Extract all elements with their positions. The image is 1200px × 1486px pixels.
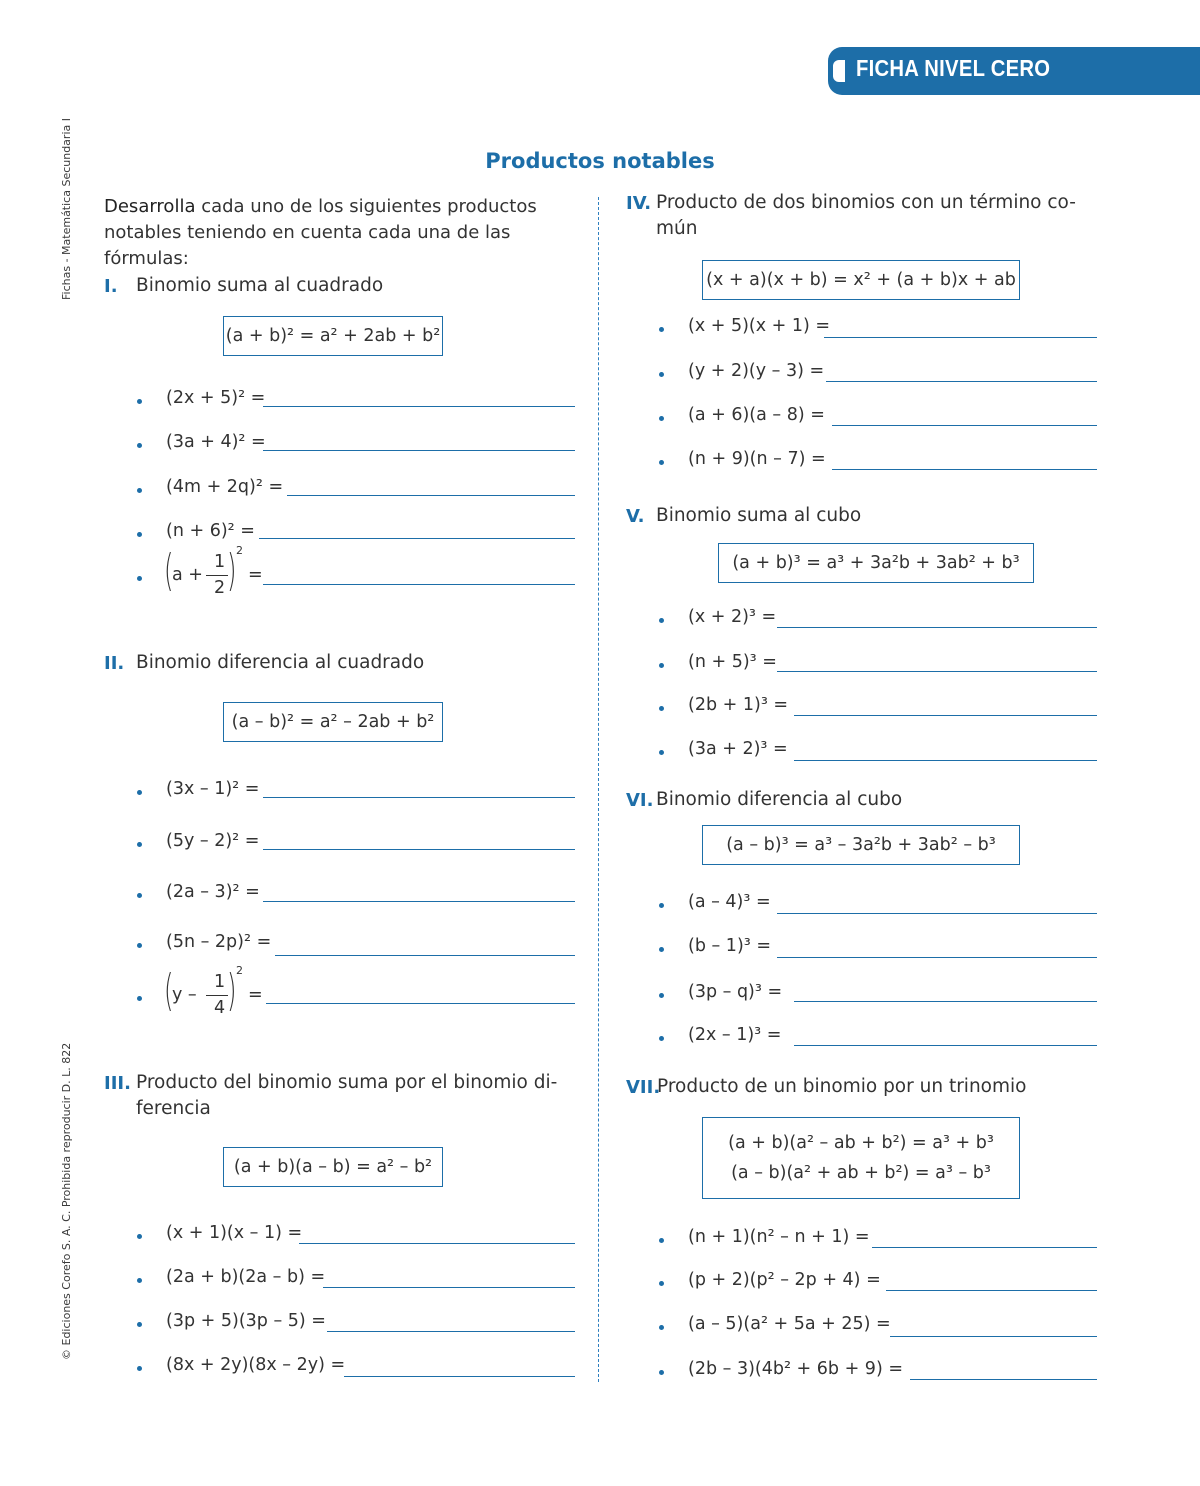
header-label: FICHA NIVEL CERO [856, 55, 1051, 81]
intro-rest: cada uno de los siguientes productos notables teniendo en cuenta cada una de las fórmulas: [104, 196, 537, 269]
bullet-icon [659, 903, 664, 908]
section-number: I. [104, 276, 118, 297]
answer-line[interactable] [344, 1376, 575, 1377]
bullet-icon [659, 416, 664, 421]
answer-line[interactable] [777, 913, 1097, 914]
exercise-label: (3p + 5)(3p – 5) = [166, 1311, 326, 1331]
bullet-icon [137, 842, 142, 847]
exercise-label: (5n – 2p)² = [166, 932, 272, 952]
bullet-icon [659, 1370, 664, 1375]
answer-line[interactable] [275, 955, 575, 956]
section-number: II. [104, 653, 125, 674]
section-title: Binomio suma al cuadrado [136, 275, 384, 296]
left-paren: ( [164, 545, 174, 596]
formula-box: (a + b)³ = a³ + 3a²b + 3ab² + b³ [718, 543, 1034, 583]
bullet-icon [659, 1036, 664, 1041]
answer-line[interactable] [824, 337, 1097, 338]
exercise-label: (n + 5)³ = [688, 652, 777, 672]
bullet-icon [137, 943, 142, 948]
bullet-icon [137, 996, 142, 1001]
formula-line: (a + b)(a² – ab + b²) = a³ + b³ [728, 1133, 994, 1153]
bullet-icon [659, 663, 664, 668]
bullet-icon [659, 460, 664, 465]
formula-box: (x + a)(x + b) = x² + (a + b)x + ab [702, 260, 1020, 300]
exercise-label: (a + 6)(a – 8) = [688, 405, 825, 425]
bullet-icon [137, 1366, 142, 1371]
answer-line[interactable] [794, 1001, 1097, 1002]
section-title-line2: ferencia [136, 1098, 211, 1119]
fraction-equals: = [248, 985, 263, 1005]
exercise-label: (b – 1)³ = [688, 936, 772, 956]
section-number: V. [626, 506, 645, 527]
exercise-label: (n + 1)(n² – n + 1) = [688, 1227, 870, 1247]
section-title-line1: Producto de dos binomios con un término co- [656, 192, 1076, 213]
formula-box [702, 1117, 1020, 1199]
answer-line[interactable] [886, 1290, 1097, 1291]
bullet-icon [659, 993, 664, 998]
section-title-line1: Producto del binomio suma por el binomio di- [136, 1072, 558, 1093]
answer-line[interactable] [910, 1379, 1097, 1380]
exercise-label: (3x – 1)² = [166, 779, 260, 799]
section-title-line2: mún [656, 218, 698, 239]
bullet-icon [659, 327, 664, 332]
answer-line[interactable] [266, 1003, 575, 1004]
sidebar-bottom-text: © Ediciones Corefo S. A. C. Prohibida reproducir D. L. 822 [60, 1042, 73, 1360]
bullet-icon [659, 1325, 664, 1330]
column-divider [598, 197, 599, 1382]
bullet-icon [659, 372, 664, 377]
exercise-label: (2b + 1)³ = [688, 695, 789, 715]
answer-line[interactable] [826, 381, 1097, 382]
formula-box: (a – b)³ = a³ – 3a²b + 3ab² – b³ [702, 825, 1020, 865]
fraction-denominator: 4 [214, 998, 226, 1018]
answer-line[interactable] [263, 849, 575, 850]
bullet-icon [137, 576, 142, 581]
answer-line[interactable] [777, 671, 1097, 672]
exercise-label: (n + 9)(n – 7) = [688, 449, 826, 469]
left-paren: ( [164, 965, 174, 1016]
section-title: Producto de un binomio por un trinomio [657, 1076, 1027, 1097]
fraction-exponent: 2 [236, 964, 243, 977]
answer-line[interactable] [794, 715, 1097, 716]
bullet-icon [137, 1322, 142, 1327]
exercise-label: (2a – 3)² = [166, 882, 260, 902]
intro-bold: Desarrolla [104, 196, 196, 217]
bullet-icon [659, 706, 664, 711]
exercise-label: (x + 5)(x + 1) = [688, 316, 831, 336]
sidebar-top-text: Fichas - Matemática Secundaria I [60, 118, 73, 300]
section-number: IV. [626, 193, 652, 214]
answer-line[interactable] [299, 1243, 575, 1244]
exercise-label: (y + 2)(y – 3) = [688, 361, 825, 381]
formula-box: (a – b)² = a² – 2ab + b² [223, 702, 443, 742]
section-title: Binomio diferencia al cubo [656, 789, 903, 810]
bullet-icon [137, 1234, 142, 1239]
fraction-equals: = [248, 565, 263, 585]
fraction-var: a + [172, 565, 203, 585]
page-title: Productos notables [485, 149, 715, 173]
bullet-icon [137, 790, 142, 795]
exercise-label: (2x – 1)³ = [688, 1025, 782, 1045]
fraction-numerator: 1 [214, 972, 226, 992]
answer-line[interactable] [259, 538, 575, 539]
exercise-label: (a – 5)(a² + 5a + 25) = [688, 1314, 891, 1334]
bullet-icon [137, 399, 142, 404]
right-paren: ) [227, 545, 237, 596]
answer-line[interactable] [323, 1287, 575, 1288]
answer-line[interactable] [263, 406, 575, 407]
bullet-icon [137, 443, 142, 448]
section-title: Binomio suma al cubo [656, 505, 862, 526]
bullet-icon [659, 618, 664, 623]
bullet-icon [137, 1278, 142, 1283]
answer-line[interactable] [794, 1045, 1097, 1046]
answer-line[interactable] [263, 450, 575, 451]
exercise-label: (x + 1)(x – 1) = [166, 1223, 303, 1243]
formula-line: (a – b)(a² + ab + b²) = a³ – b³ [731, 1163, 991, 1183]
section-number: VII. [626, 1077, 661, 1098]
answer-line[interactable] [263, 584, 575, 585]
bullet-icon [137, 532, 142, 537]
section-title: Binomio diferencia al cuadrado [136, 652, 425, 673]
bullet-icon [659, 1281, 664, 1286]
exercise-label: (5y – 2)² = [166, 831, 260, 851]
exercise-label: (4m + 2q)² = [166, 477, 284, 497]
section-number: III. [104, 1073, 131, 1094]
exercise-label: (2b – 3)(4b² + 6b + 9) = [688, 1359, 903, 1379]
bullet-icon [137, 893, 142, 898]
intro-text [104, 194, 576, 272]
exercise-label: (a – 4)³ = [688, 892, 771, 912]
answer-line[interactable] [263, 797, 575, 798]
fraction-bar [206, 575, 228, 576]
right-paren: ) [227, 965, 237, 1016]
fraction-exponent: 2 [236, 544, 243, 557]
fraction-bar [206, 995, 228, 996]
formula-box: (a + b)² = a² + 2ab + b² [223, 316, 443, 356]
exercise-label: (2a + b)(2a – b) = [166, 1267, 326, 1287]
bullet-icon [659, 947, 664, 952]
answer-line[interactable] [777, 627, 1097, 628]
bullet-icon [659, 750, 664, 755]
bullet-icon [659, 1238, 664, 1243]
fraction-var: y – [172, 985, 197, 1005]
section-number: VI. [626, 790, 654, 811]
answer-line[interactable] [832, 469, 1097, 470]
answer-line[interactable] [872, 1247, 1097, 1248]
exercise-label: (n + 6)² = [166, 521, 255, 541]
exercise-label: (x + 2)³ = [688, 607, 777, 627]
answer-line[interactable] [327, 1331, 575, 1332]
exercise-label: (2x + 5)² = [166, 388, 266, 408]
exercise-label: (p + 2)(p² – 2p + 4) = [688, 1270, 881, 1290]
header-pill-icon [833, 60, 845, 82]
exercise-label: (3a + 4)² = [166, 432, 266, 452]
answer-line[interactable] [263, 901, 575, 902]
answer-line[interactable] [287, 495, 575, 496]
bullet-icon [137, 488, 142, 493]
exercise-label: (3p – q)³ = [688, 982, 783, 1002]
formula-box: (a + b)(a – b) = a² – b² [223, 1147, 443, 1187]
exercise-label: (3a + 2)³ = [688, 739, 788, 759]
fraction-numerator: 1 [214, 552, 226, 572]
answer-line[interactable] [890, 1336, 1097, 1337]
answer-line[interactable] [832, 425, 1097, 426]
fraction-denominator: 2 [214, 578, 226, 598]
exercise-label: (8x + 2y)(8x – 2y) = [166, 1355, 346, 1375]
answer-line[interactable] [777, 957, 1097, 958]
answer-line[interactable] [794, 760, 1097, 761]
